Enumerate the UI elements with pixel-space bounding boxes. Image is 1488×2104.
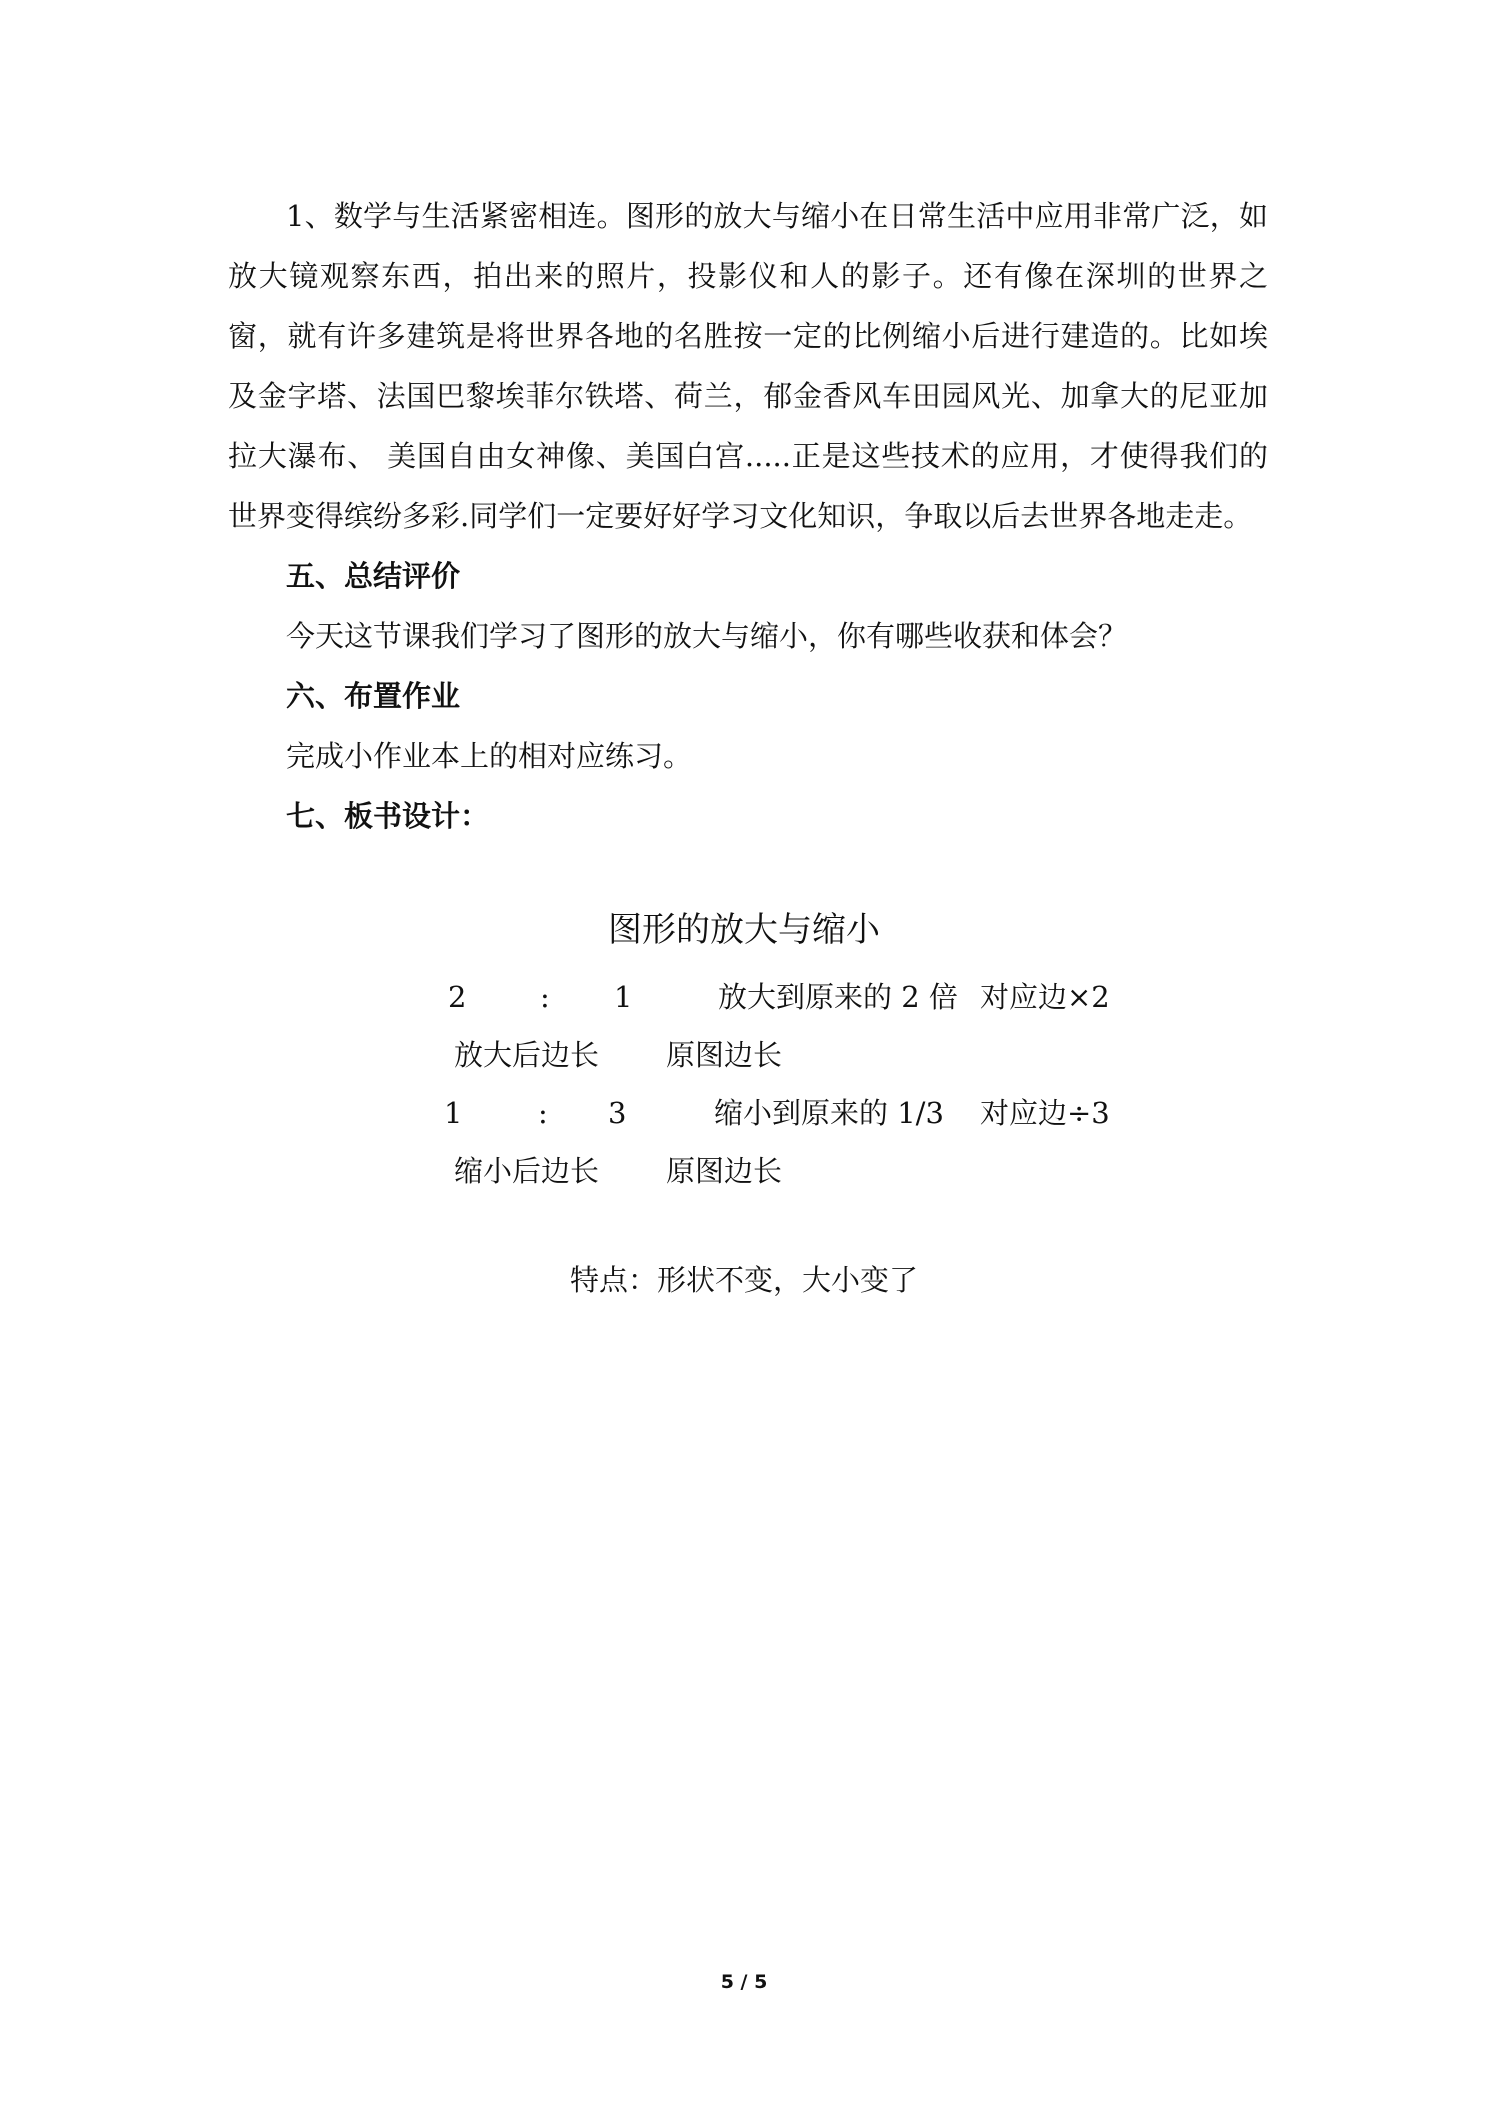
board-design [0,968,1488,1200]
ratio-enlarge-colon: : [540,980,550,1014]
ratio-reduce-colon: : [538,1096,548,1130]
ratio-reduce-first: 1 [444,1096,463,1130]
original-side-label: 原图边长 [666,1038,783,1072]
page-number: 5 / 5 [720,1971,768,1993]
enlarged-side-label: 放大后边长 [454,1038,600,1072]
ratio-enlarge-second: 1 [614,980,633,1014]
summary-text: 今天这节课我们学习了图形的放大与缩小，你有哪些收获和体会？ [286,619,1128,653]
board-title: 图形的放大与缩小 [608,910,880,950]
ratio-reduce-second: 3 [608,1096,627,1130]
board-row-enlarge [0,968,1488,1026]
heading-homework: 六、布置作业 [286,679,461,713]
board-row-reduce-labels [0,1142,1488,1200]
board-row-enlarge-labels [0,1026,1488,1084]
reduced-side-label: 缩小后边长 [454,1154,600,1188]
ratio-enlarge-first: 2 [448,980,467,1014]
heading-summary: 五、总结评价 [286,559,461,593]
board-row-reduce [0,1084,1488,1142]
paragraph-math-life: 1、数学与生活紧密相连。图形的放大与缩小在日常生活中应用非常广泛，如放大镜观察东西，拍出来的照片，投影仪和人的影子。还有像在深圳的世界之窗，就有许多建筑是将世界各地的名胜按一定的比例缩小后进行建造的。比如埃及金字塔、法国巴黎埃菲尔铁塔、荷兰，郁金香风车田园风光、加拿大的尼亚加拉大瀑布、 美国自由女神像、美国白宫.....正是这些技术的应用，才使得我们的世界变得缤纷多彩.同学们一定要好好学习文化知识，争取以后去世界各地走走。 [228,199,1268,533]
homework-text: 完成小作业本上的相对应练习。 [286,739,693,773]
feature-summary: 特点：形状不变，大小变了 [569,1263,918,1297]
heading-board-design: 七、板书设计： [286,799,490,833]
body-content [228,186,1268,846]
reduce-description: 缩小到原来的 1/3 [714,1096,944,1130]
enlarge-rule: 对应边×2 [980,980,1110,1014]
enlarge-description: 放大到原来的 2 倍 [718,980,958,1014]
reduce-rule: 对应边÷3 [980,1096,1110,1130]
original-side-label-2: 原图边长 [666,1154,783,1188]
